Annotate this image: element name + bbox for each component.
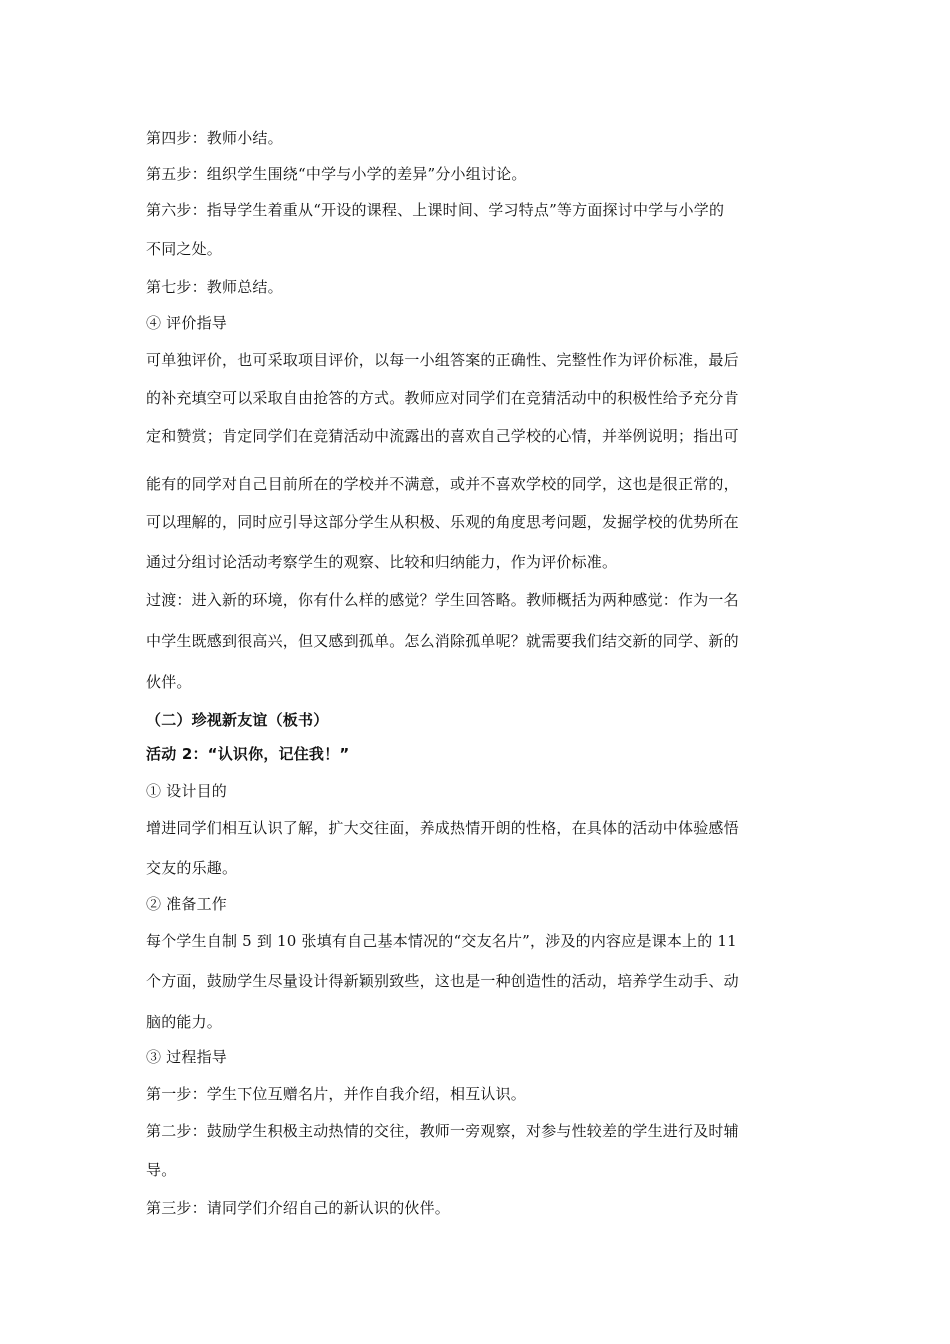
text-line: 不同之处。 [146,240,223,258]
text-line: 脑的能力。 [146,1013,223,1031]
text-line: 每个学生自制 5 到 10 张填有自己基本情况的“交友名片”，涉及的内容应是课本上的 11 [146,932,737,950]
text-line: 第一步：学生下位互赠名片，并作自我介绍，相互认识。 [146,1085,527,1103]
text-line: 第四步：教师小结。 [146,129,283,147]
text-line: 交友的乐趣。 [146,859,238,877]
text-line: 过渡：进入新的环境，你有什么样的感觉？学生回答略。教师概括为两种感觉：作为一名 [146,591,739,609]
text-line: 通过分组讨论活动考察学生的观察、比较和归纳能力，作为评价标准。 [146,553,618,571]
text-line: 的补充填空可以采取自由抢答的方式。教师应对同学们在竞猜活动中的积极性给予充分肯 [146,389,739,407]
text-line: 第七步：教师总结。 [146,278,283,296]
section-heading: ③ 过程指导 [146,1048,227,1066]
text-line: 导。 [146,1161,177,1179]
text-line: 第二步：鼓励学生积极主动热情的交往，教师一旁观察，对参与性较差的学生进行及时辅 [146,1122,739,1140]
text-line: 第六步：指导学生着重从“开设的课程、上课时间、学习特点”等方面探讨中学与小学的 [146,201,725,219]
text-line: 第三步：请同学们介绍自己的新认识的伙伴。 [146,1199,451,1217]
text-line: 伙伴。 [146,673,192,691]
text-line: 增进同学们相互认识了解，扩大交往面，养成热情开朗的性格，在具体的活动中体验感悟 [146,819,739,837]
text-line: 能有的同学对自己目前所在的学校并不满意，或并不喜欢学校的同学，这也是很正常的， [146,475,739,493]
text-line: 可单独评价，也可采取项目评价，以每一小组答案的正确性、完整性作为评价标准，最后 [146,351,739,369]
text-line: 定和赞赏；肯定同学们在竞猜活动中流露出的喜欢自己学校的心情，并举例说明；指出可 [146,427,739,445]
activity-title: 活动 2：“认识你，记住我！” [146,745,350,763]
text-line: 个方面，鼓励学生尽量设计得新颖别致些，这也是一种创造性的活动，培养学生动手、动 [146,972,739,990]
text-line: 中学生既感到很高兴，但又感到孤单。怎么消除孤单呢？就需要我们结交新的同学、新的 [146,632,739,650]
section-heading: ① 设计目的 [146,782,227,800]
subsection-title: （二）珍视新友谊（板书） [146,711,329,729]
text-line: 可以理解的，同时应引导这部分学生从积极、乐观的角度思考问题，发掘学校的优势所在 [146,513,739,531]
section-heading: ② 准备工作 [146,895,227,913]
section-heading: ④ 评价指导 [146,314,227,332]
text-line: 第五步：组织学生围绕“中学与小学的差异”分小组讨论。 [146,165,527,183]
